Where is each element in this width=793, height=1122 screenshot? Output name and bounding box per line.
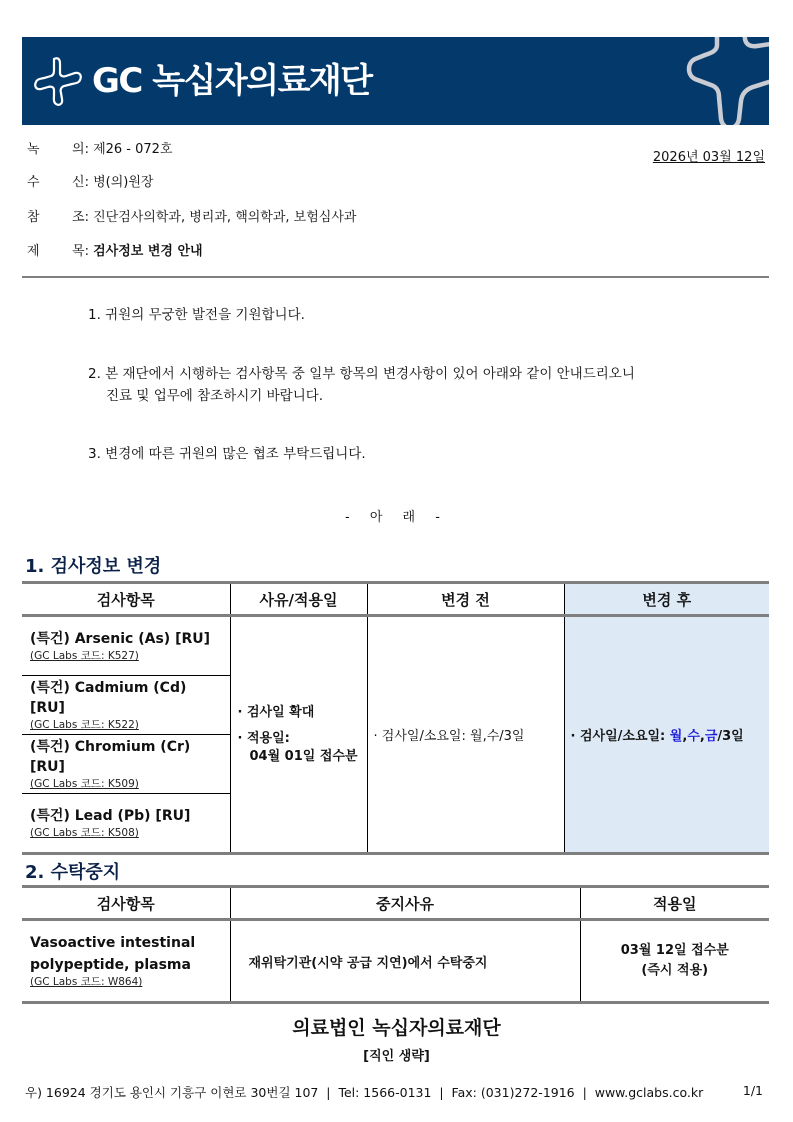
recipient-row: 수 신: 병(의)원장 (27, 175, 154, 190)
col-header-after: 변경 후 (564, 583, 769, 616)
apply-date-label: · 적용일: (237, 730, 290, 746)
col-header-before: 변경 전 (367, 583, 564, 616)
label-char: 조 (72, 210, 85, 225)
apply-date: 03월 12일 접수분 (620, 943, 729, 958)
reason-cell (230, 616, 367, 854)
reference: 진단검사의학과, 병리과, 핵의학과, 보험심사과 (93, 210, 357, 225)
arae-heading: - 아 래 - (345, 510, 448, 525)
col-header-suspension-reason: 중지사유 (230, 887, 580, 920)
test-item-code: (GC Labs 코드: K509) (30, 778, 139, 790)
comma: , (682, 729, 688, 744)
col-header-test-item: 검사항목 (22, 887, 230, 920)
test-item-code: (GC Labs 코드: K522) (30, 719, 139, 731)
doc-date: 2026년 03월 12일 (652, 150, 765, 165)
apply-date-cell (580, 920, 769, 1003)
suspension-table (22, 885, 769, 1004)
test-item-code: (GC Labs 코드: K508) (30, 827, 139, 839)
label-char: 의 (72, 142, 85, 157)
section-1-title: 1. 검사정보 변경 (25, 556, 162, 577)
address-text: 우) 16924 경기도 용인시 기흥구 이현로 30번길 107 | Tel: 1566-0131 | Fax: (031)272-1916 | www.gclabs.co.kr (25, 1085, 704, 1100)
paragraph-2-line-2: 진료 및 업무에 참조하시기 바랍니다. (106, 388, 324, 404)
label-char: 수 (27, 175, 40, 190)
footer-address (25, 1083, 765, 1101)
after-suffix: /3일 (717, 729, 744, 744)
day-mon: 월 (669, 729, 683, 744)
test-item-name: (특건) Chromium (Cr) [RU] (30, 739, 191, 775)
suspension-reason: 재위탁기관(시약 공급 지연)에서 수탁중지 (230, 920, 580, 1003)
test-item-cell (22, 920, 230, 1003)
col-header-reason-date: 사유/적용일 (230, 583, 367, 616)
test-item-code: (GC Labs 코드: W864) (30, 976, 143, 988)
test-info-change-table (22, 581, 769, 855)
paragraph-1: 1. 귀원의 무궁한 발전을 기원합니다. (88, 307, 305, 323)
header-banner (22, 37, 769, 125)
paragraph-2-line-1: 2. 본 재단에서 시행하는 검사항목 중 일부 항목의 변경사항이 있어 아래와 같이 안내드리오니 (88, 366, 635, 382)
reference-row: 참 조: 진단검사의학과, 병리과, 핵의학과, 보험심사과 (27, 210, 357, 225)
col-header-test-item: 검사항목 (22, 583, 230, 616)
section-2-title: 2. 수탁중지 (25, 862, 121, 883)
label-char: 녹 (27, 142, 40, 157)
page-number: 1/1 (742, 1083, 763, 1098)
before-cell: · 검사일/소요일: 월,수/3일 (367, 616, 564, 854)
day-fri: 금 (704, 729, 718, 744)
paragraph-3: 3. 변경에 따른 귀원의 많은 협조 부탁드립니다. (88, 446, 366, 462)
divider (22, 276, 769, 278)
test-item-name: (특건) Lead (Pb) [RU] (30, 808, 191, 824)
test-item-cell (22, 616, 230, 676)
doc-number: 제26 - 072호 (93, 142, 173, 157)
footer-seal: [직인 생략] (363, 1049, 430, 1064)
gc-cross-logo-icon (32, 55, 84, 107)
test-item-name: (특건) Arsenic (As) [RU] (30, 631, 211, 647)
reason-line: · 검사일 확대 (237, 704, 315, 720)
apply-date-value: 04월 01일 접수분 (249, 748, 358, 764)
label-char: 참 (27, 210, 40, 225)
recipient: 병(의)원장 (93, 175, 154, 190)
label-char: 신 (72, 175, 85, 190)
org-logo-text: GC 녹십자의료재단 (92, 61, 372, 101)
test-item-code: (GC Labs 코드: K527) (30, 650, 139, 662)
label-char: 제 (27, 244, 40, 259)
doc-number-row: 녹 의: 제26 - 072호 (27, 142, 173, 157)
footer-org-name: 의료법인 녹십자의료재단 (292, 1017, 501, 1039)
col-header-apply-date: 적용일 (580, 887, 769, 920)
subject: 검사정보 변경 안내 (93, 244, 203, 259)
decorative-cross-icon (681, 37, 769, 125)
test-item-cell (22, 735, 230, 794)
test-item-name: (특건) Cadmium (Cd) [RU] (30, 680, 187, 716)
after-prefix: · 검사일/소요일: (570, 729, 670, 744)
day-wed: 수 (687, 729, 700, 744)
label-char: 목 (72, 244, 85, 259)
table-row (22, 920, 769, 1003)
subject-row: 제 목: 검사정보 변경 안내 (27, 244, 203, 259)
test-item-cell (22, 794, 230, 854)
test-item-cell (22, 676, 230, 735)
apply-date-note: (즉시 적용) (641, 963, 709, 978)
test-item-name-line-2: polypeptide, plasma (30, 957, 191, 973)
comma: , (699, 729, 705, 744)
table-row (22, 616, 769, 676)
paragraph-2 (88, 363, 728, 407)
after-cell (564, 616, 769, 854)
test-item-name-line-1: Vasoactive intestinal (30, 935, 196, 951)
